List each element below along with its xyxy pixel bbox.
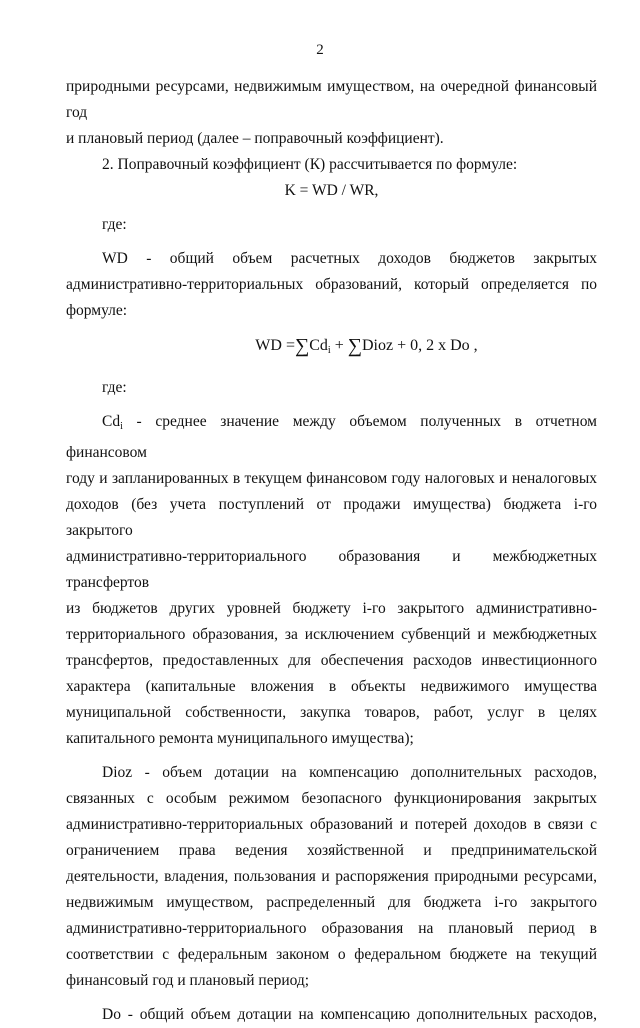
cd-definition-line: трансфертов, предоставленных для обеспечения расходов инвестиционного [66,652,597,669]
sum-sign-icon: ∑ [347,335,362,357]
dioz-definition-line: ограничением права ведения хозяйственной и предпринимательской [66,842,597,859]
cd-definition-line: из бюджетов других уровней бюджету i-го закрытого административно- [66,600,597,617]
formula-wd [66,324,597,375]
cd-subscript: i [120,421,123,432]
formula-wd-lhs: WD = [255,337,295,354]
dioz-definition-line: связанных с особым режимом безопасного функционирования закрытых [66,790,597,807]
paragraph-formula-intro: 2. Поправочный коэффициент (К) рассчитывается по формуле: [102,156,518,173]
dioz-definition-line: Dioz - объем дотации на компенсацию дополнительных расходов, [102,764,597,781]
cd-definition-line [66,409,597,466]
formula-wd-dioz: Dioz + 0, 2 x Do , [362,337,478,354]
wd-definition-line: формуле: [66,302,128,319]
wd-definition-line: WD - общий объем расчетных доходов бюджетов закрытых [102,250,597,267]
cd-label: Cd [102,413,121,430]
do-definition-line: Do - общий объем дотации на компенсацию дополнительных расходов, [102,1006,597,1023]
dioz-definition-line: административно-территориальных образований и потерей доходов в связи с [66,816,597,833]
cd-definition-line: году и запланированных в текущем финансовом году налоговых и неналоговых [66,470,597,487]
dioz-definition-line: соответствии с федеральным законом о федеральном бюджете на текущий [66,946,597,963]
formula-k: K = WD / WR, [284,182,379,199]
formula-wd-plus: + [330,337,348,354]
cd-definition-line: муниципальной собственности, закупка товаров, работ, услуг в целях [66,704,597,721]
wd-definition-line: административно-территориальных образований, который определяется по [66,276,597,293]
cd-definition-line: капитального ремонта муниципального имущества); [66,730,414,747]
formula-wd-cd: Cd [309,337,328,354]
dioz-definition-line: деятельности, владения, пользования и распоряжения природными ресурсами, [66,868,597,885]
paragraph-line: и плановый период (далее – поправочный коэффициент). [66,130,444,147]
cd-definition-text: - среднее значение между объемом полученных в отчетном финансовом [66,413,597,461]
dioz-definition-line: финансовый год и плановый период; [66,972,310,989]
document-body [66,74,597,1028]
cd-definition-line: территориального образования, за исключением субвенций и межбюджетных [66,626,597,643]
formula-wd-cd-subscript: i [327,345,331,356]
where-label: где: [102,216,127,233]
dioz-definition-line: недвижимым имуществом, распределенный для бюджета i-го закрытого [66,894,597,911]
where-label: где: [102,379,127,396]
page-number: 2 [316,42,324,58]
dioz-definition-line: административно-территориального образования на плановый период в [66,920,597,937]
sum-sign-icon: ∑ [294,335,310,357]
cd-definition-line: доходов (без учета поступлений от продажи имущества) бюджета i-го закрытого [66,496,597,539]
cd-definition-line: характера (капитальные вложения в объекты недвижимого имущества [66,678,597,695]
cd-definition-line: административно-территориального образования и межбюджетных трансфертов [66,548,597,591]
paragraph-line: природными ресурсами, недвижимым имуществом, на очередной финансовый год [66,78,597,121]
